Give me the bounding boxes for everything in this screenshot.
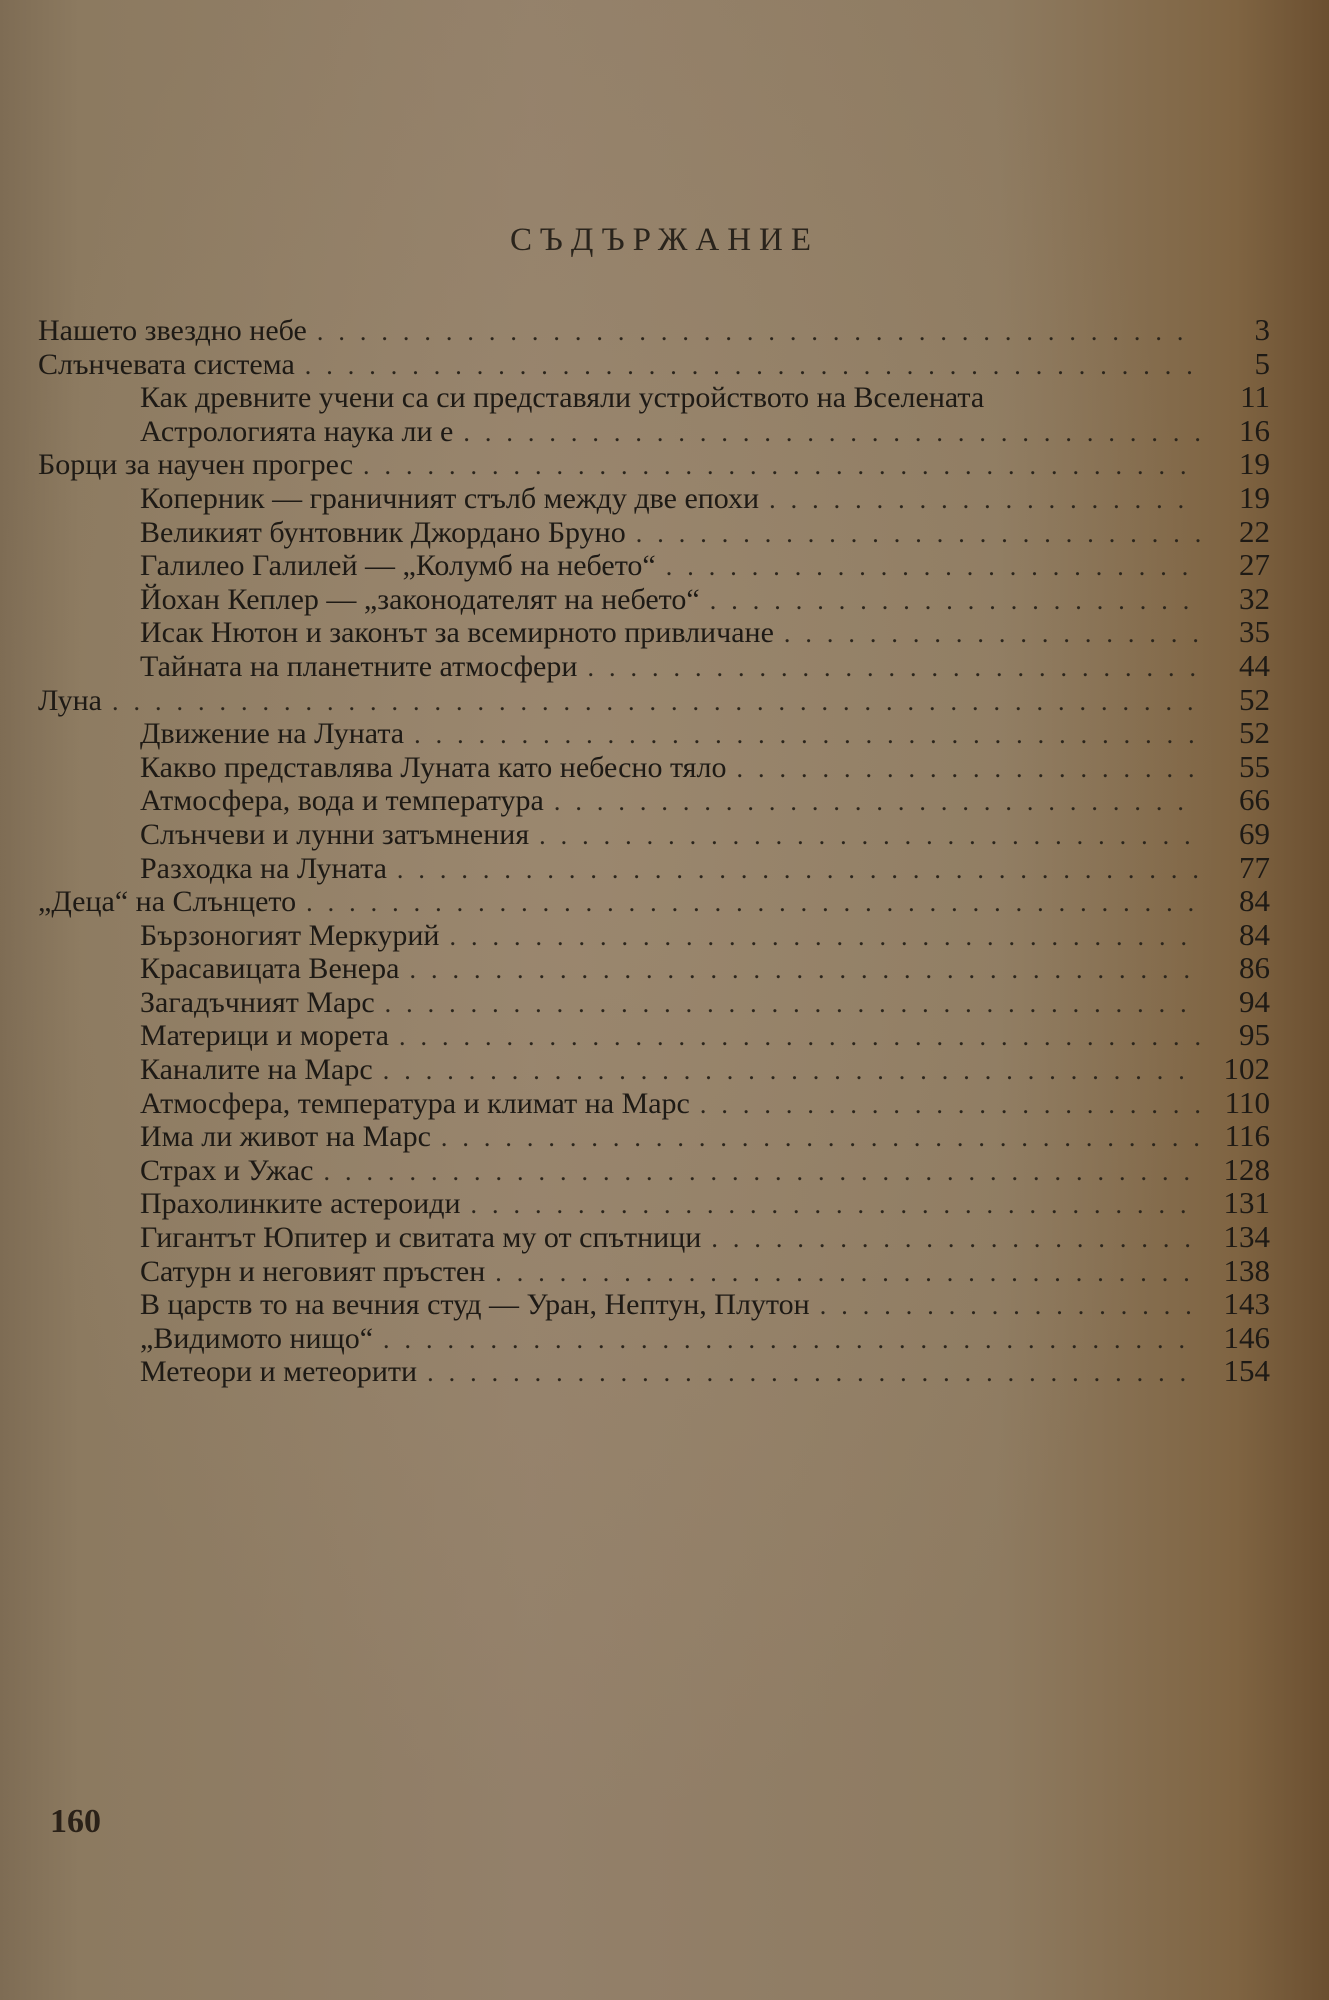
dot-leader bbox=[397, 853, 1200, 887]
toc-subentry bbox=[38, 481, 1270, 515]
toc-subentry bbox=[38, 918, 1270, 952]
toc-subentry bbox=[38, 649, 1270, 683]
dot-leader bbox=[385, 987, 1200, 1021]
toc-subentry bbox=[38, 716, 1270, 750]
dot-leader bbox=[495, 1256, 1200, 1290]
toc-entry-title: Красавицата Венера bbox=[140, 952, 400, 986]
toc-subentry bbox=[38, 515, 1270, 549]
toc-entry-title: Има ли живот на Марс bbox=[140, 1120, 431, 1154]
toc-entry bbox=[38, 313, 1270, 347]
toc-entry-title: Борци за научен прогрес bbox=[38, 448, 354, 482]
dot-leader bbox=[399, 1020, 1200, 1054]
toc-page-number: 131 bbox=[1223, 1185, 1270, 1221]
toc-page-number: 128 bbox=[1223, 1151, 1270, 1187]
toc-entry bbox=[38, 447, 1270, 481]
toc-entry-title: Сатурн и неговият пръстен bbox=[140, 1254, 486, 1288]
toc-page-number: 84 bbox=[1239, 883, 1270, 919]
toc-page-number: 143 bbox=[1223, 1286, 1270, 1322]
toc-page-number: 138 bbox=[1223, 1252, 1270, 1288]
toc-entry-title: Слънчеви и лунни затъмнения bbox=[140, 817, 530, 851]
dot-leader bbox=[323, 1155, 1200, 1189]
dot-leader bbox=[711, 1222, 1200, 1256]
toc-entry-title: Как древните учени са си представяли устройството на Вселената bbox=[140, 381, 985, 415]
toc-entry-title: Тайната на планетните атмосфери bbox=[140, 649, 578, 683]
toc-page-number: 77 bbox=[1239, 849, 1270, 885]
toc-entry-title: Метеори и метеорити bbox=[140, 1355, 418, 1389]
toc-entry-title: Коперник — граничният стълб между две епохи bbox=[140, 481, 760, 515]
toc-subentry bbox=[38, 951, 1270, 985]
toc-page-number: 110 bbox=[1224, 1084, 1270, 1120]
dot-leader bbox=[710, 584, 1200, 618]
toc-page-number: 55 bbox=[1239, 748, 1270, 784]
dot-leader bbox=[471, 1188, 1200, 1222]
toc-subentry bbox=[38, 1186, 1270, 1220]
toc-entry-title: Какво представлява Луната като небесно тяло bbox=[140, 750, 727, 784]
toc-entry-title: Прахолинките астероиди bbox=[140, 1187, 461, 1221]
toc-page-number: 32 bbox=[1239, 580, 1270, 616]
toc-page-number: 27 bbox=[1239, 547, 1270, 583]
toc-entry-title: „Видимото нищо“ bbox=[140, 1321, 374, 1355]
dot-leader bbox=[427, 1356, 1200, 1390]
toc-entry-title: Слънчевата система bbox=[38, 347, 295, 381]
toc-subentry bbox=[38, 1052, 1270, 1086]
toc-subentry bbox=[38, 548, 1270, 582]
toc-entry-title: „Деца“ на Слънцето bbox=[38, 885, 297, 919]
dot-leader bbox=[305, 349, 1200, 383]
toc-entry-title: Движение на Луната bbox=[140, 717, 405, 751]
toc-page-number: 86 bbox=[1239, 950, 1270, 986]
toc-entry-title: Луна bbox=[38, 683, 102, 717]
toc-entry-title: Атмосфера, вода и температура bbox=[140, 784, 544, 818]
toc-page-number: 69 bbox=[1239, 815, 1270, 851]
toc-entry-title: Астрологията наука ли е bbox=[140, 414, 454, 448]
toc-subentry bbox=[38, 1086, 1270, 1120]
toc-subentry bbox=[38, 1119, 1270, 1153]
toc-subentry bbox=[38, 851, 1270, 885]
toc-page-number: 84 bbox=[1239, 916, 1270, 952]
toc-page-number: 102 bbox=[1223, 1051, 1270, 1087]
page-number-folio: 160 bbox=[50, 1803, 101, 1840]
toc-page-number: 52 bbox=[1239, 681, 1270, 717]
dot-leader bbox=[449, 920, 1200, 954]
toc-subentry bbox=[38, 1254, 1270, 1288]
toc-subentry bbox=[38, 380, 1270, 414]
toc-subentry bbox=[38, 750, 1270, 784]
toc-entry-title: Галилео Галилей — „Колумб на небето“ bbox=[140, 549, 656, 583]
toc-entry-title: Атмосфера, температура и климат на Марс bbox=[140, 1086, 690, 1120]
toc-entry-title: Загадъчният Марс bbox=[140, 985, 375, 1019]
toc-subentry bbox=[38, 783, 1270, 817]
toc-subentry bbox=[38, 817, 1270, 851]
toc-page-number: 146 bbox=[1223, 1319, 1270, 1355]
toc-page-number: 11 bbox=[1240, 379, 1270, 415]
toc-subentry bbox=[38, 1153, 1270, 1187]
toc-entry bbox=[38, 884, 1270, 918]
toc-entry-title: Материци и морета bbox=[140, 1019, 389, 1053]
dot-leader bbox=[363, 449, 1200, 483]
toc-entry-title: Йохан Кеплер — „законодателят на небето“ bbox=[140, 582, 700, 616]
toc-subentry bbox=[38, 615, 1270, 649]
toc-page-number: 52 bbox=[1239, 715, 1270, 751]
dot-leader bbox=[666, 550, 1200, 584]
toc-entry-title: Гигантът Юпитер и свитата му от спътници bbox=[140, 1221, 702, 1255]
toc-page-number: 116 bbox=[1224, 1118, 1270, 1154]
toc-subentry bbox=[38, 1354, 1270, 1388]
toc-entry-title: Нашето звездно небе bbox=[38, 314, 307, 347]
dot-leader bbox=[409, 953, 1200, 987]
dot-leader bbox=[383, 1323, 1200, 1357]
dot-leader bbox=[539, 819, 1200, 853]
dot-leader bbox=[636, 517, 1200, 551]
dot-leader bbox=[441, 1121, 1200, 1155]
toc-subentry bbox=[38, 582, 1270, 616]
toc-entry-title: Разходка на Луната bbox=[140, 851, 387, 885]
toc-page-number: 154 bbox=[1223, 1353, 1270, 1389]
dot-leader bbox=[700, 1088, 1200, 1122]
table-of-contents bbox=[38, 313, 1270, 1388]
dot-leader bbox=[554, 785, 1200, 819]
toc-subentry bbox=[38, 1018, 1270, 1052]
toc-entry-title: Каналите на Марс bbox=[140, 1053, 373, 1087]
toc-entry-title: В царств то на вечния студ — Уран, Нептун, Плутон bbox=[140, 1288, 810, 1322]
toc-subentry bbox=[38, 414, 1270, 448]
toc-subentry bbox=[38, 1321, 1270, 1355]
page-title: СЪДЪРЖАНИЕ bbox=[509, 222, 820, 258]
toc-subentry bbox=[38, 1220, 1270, 1254]
toc-page-number: 134 bbox=[1223, 1219, 1270, 1255]
dot-leader bbox=[317, 315, 1200, 349]
toc-page-number: 22 bbox=[1239, 513, 1270, 549]
dot-leader bbox=[820, 1289, 1200, 1323]
toc-page-number: 44 bbox=[1239, 647, 1270, 683]
dot-leader bbox=[769, 483, 1200, 517]
toc-entry-title: Бързоногият Меркурий bbox=[140, 918, 440, 952]
toc-page-number: 95 bbox=[1239, 1017, 1270, 1053]
toc-page-number: 94 bbox=[1239, 983, 1270, 1019]
dot-leader bbox=[414, 718, 1200, 752]
toc-subentry bbox=[38, 985, 1270, 1019]
toc-page-number: 66 bbox=[1239, 782, 1270, 818]
toc-entry-title: Страх и Ужас bbox=[140, 1153, 314, 1187]
dot-leader bbox=[112, 685, 1200, 719]
toc-page-number: 19 bbox=[1239, 446, 1270, 482]
toc-entry-title: Исак Нютон и законът за всемирното привличане bbox=[140, 616, 774, 650]
dot-leader bbox=[383, 1054, 1200, 1088]
toc-page-number: 35 bbox=[1239, 614, 1270, 650]
toc-page-number: 19 bbox=[1239, 479, 1270, 515]
toc-page-number: 5 bbox=[1254, 345, 1270, 381]
dot-leader bbox=[463, 416, 1200, 450]
toc-entry bbox=[38, 347, 1270, 381]
dot-leader bbox=[736, 752, 1200, 786]
toc-page-number: 3 bbox=[1254, 312, 1270, 347]
toc-subentry bbox=[38, 1287, 1270, 1321]
dot-leader bbox=[587, 651, 1200, 685]
toc-page-number: 16 bbox=[1239, 412, 1270, 448]
dot-leader bbox=[306, 886, 1200, 920]
toc-entry bbox=[38, 683, 1270, 717]
toc-entry-title: Великият бунтовник Джордано Бруно bbox=[140, 515, 626, 549]
dot-leader bbox=[784, 617, 1200, 651]
